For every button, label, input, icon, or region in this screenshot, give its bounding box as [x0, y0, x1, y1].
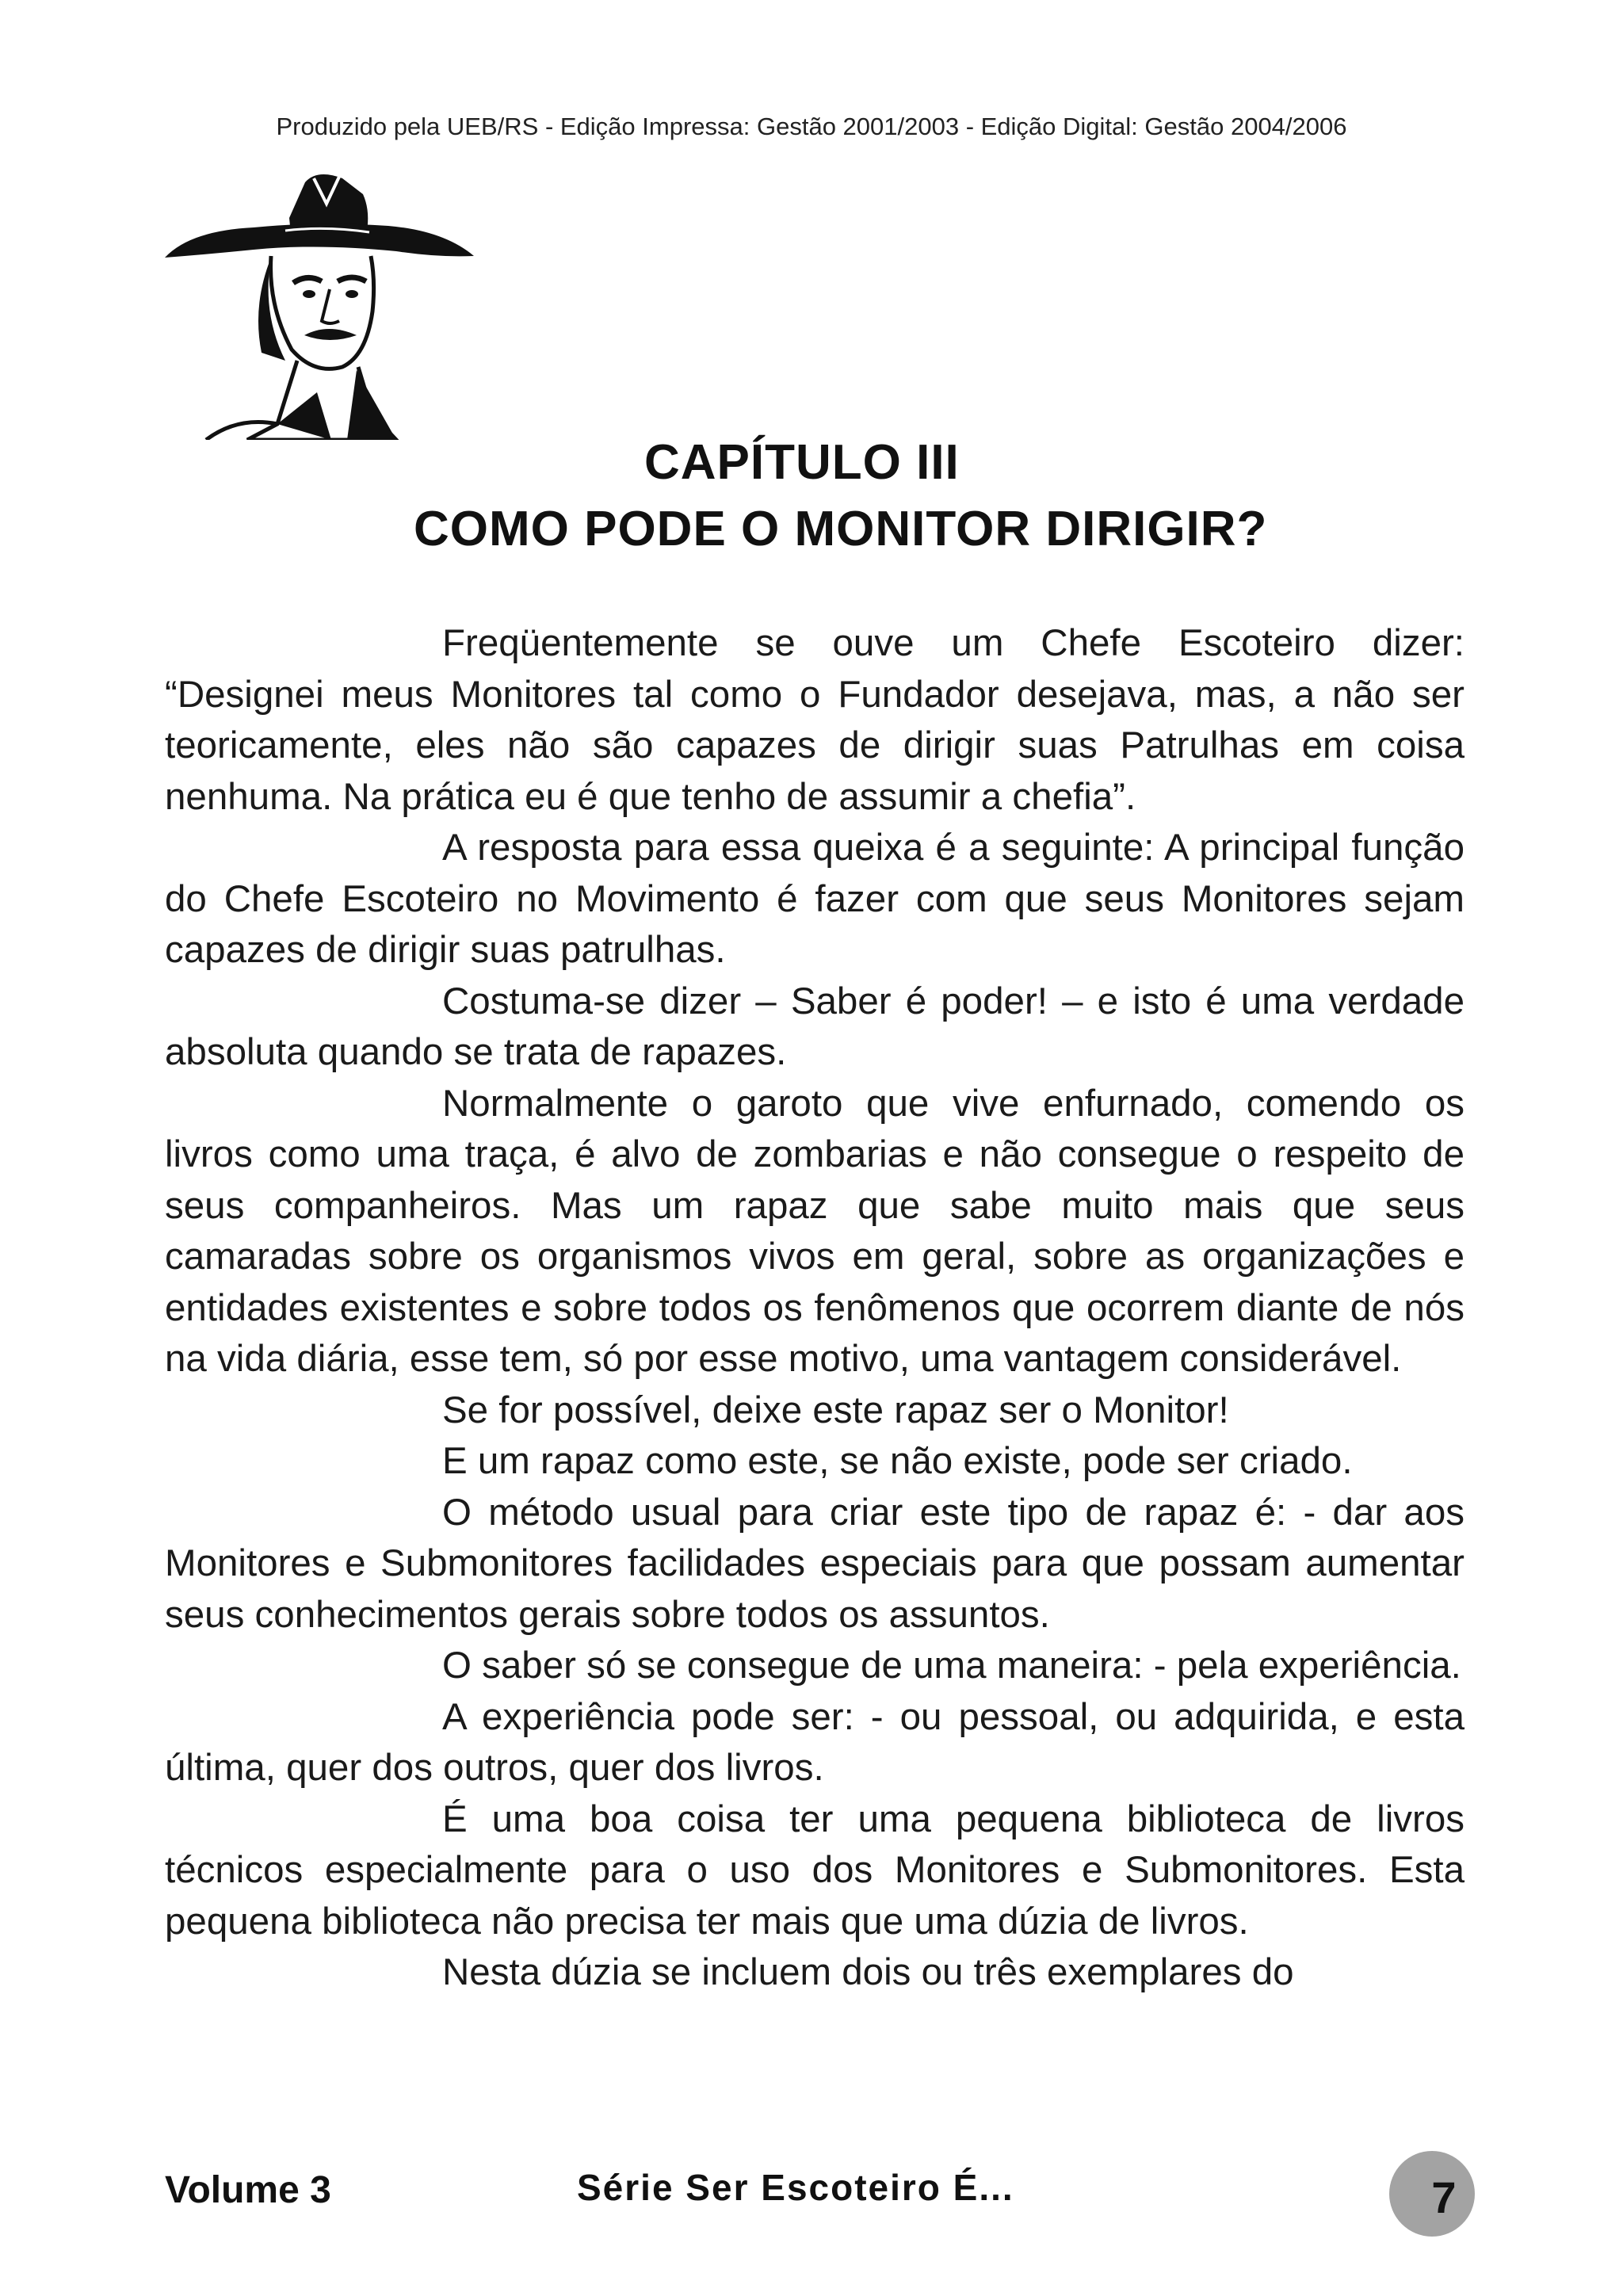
paragraph: O saber só se consegue de uma maneira: - pela experiência.	[442, 1645, 1461, 1687]
scout-founder-portrait-icon	[158, 162, 483, 440]
paragraph: Normalmente o garoto que vive enfurnado, comendo os livros como uma traça, é alvo de zombarias e não consegue o respeito de seus companheiros. Mas um rapaz que sabe muito mais que seus camaradas sobre os organismos vivos em geral, sobre as organizações e entidades existentes e sobre todos os fenômenos que ocorrem diante de nós na vida diária, esse tem, só por esse motivo, uma vantagem considerável.	[165, 1082, 1465, 1380]
paragraph: A resposta para essa queixa é a seguinte: A principal função do Chefe Escoteiro no Movimento é fazer com que seus Monitores sejam capazes de dirigir suas patrulhas.	[165, 827, 1465, 971]
paragraph: O método usual para criar este tipo de rapaz é: - dar aos Monitores e Submonitores facilidades especiais para que possam aumentar seus conhecimentos gerais sobre todos os assuntos.	[165, 1491, 1465, 1636]
paragraph: É uma boa coisa ter uma pequena biblioteca de livros técnicos especialmente para o uso dos Monitores e Submonitores. Esta pequena biblioteca não precisa ter mais que uma dúzia de livros.	[165, 1797, 1465, 1943]
paragraph: Se for possível, deixe este rapaz ser o Monitor!	[442, 1389, 1229, 1431]
chapter-number: CAPÍTULO III	[644, 435, 960, 490]
footer-volume: Volume 3	[165, 2169, 331, 2211]
body-text	[165, 618, 1465, 1999]
running-header: Produzido pela UEB/RS - Edição Impressa: Gestão 2001/2003 - Edição Digital: Gestão 2004/2006	[276, 113, 1347, 140]
chapter-title: COMO PODE O MONITOR DIRIGIR?	[414, 502, 1268, 556]
paragraph: Freqüentemente se ouve um Chefe Escoteiro dizer: “Designei meus Monitores tal como o Fundador desejava, mas, a não ser teoricamente, eles não são capazes de dirigir suas Patrulhas em coisa nenhuma. Na prática eu é que tenho de assumir a chefia”.	[165, 622, 1465, 818]
footer-series-title: Série Ser Escoteiro É...	[577, 2167, 1014, 2208]
page-number-badge	[1389, 2151, 1475, 2237]
paragraph: Nesta dúzia se incluem dois ou três exemplares do	[442, 1951, 1294, 1993]
paragraph: Costuma-se dizer – Saber é poder! – e isto é uma verdade absoluta quando se trata de rapazes.	[165, 980, 1465, 1073]
paragraph: E um rapaz como este, se não existe, pode ser criado.	[442, 1440, 1353, 1482]
page-number: 7	[1431, 2172, 1457, 2222]
paragraph: A experiência pode ser: - ou pessoal, ou adquirida, e esta última, quer dos outros, quer dos livros.	[165, 1695, 1465, 1789]
